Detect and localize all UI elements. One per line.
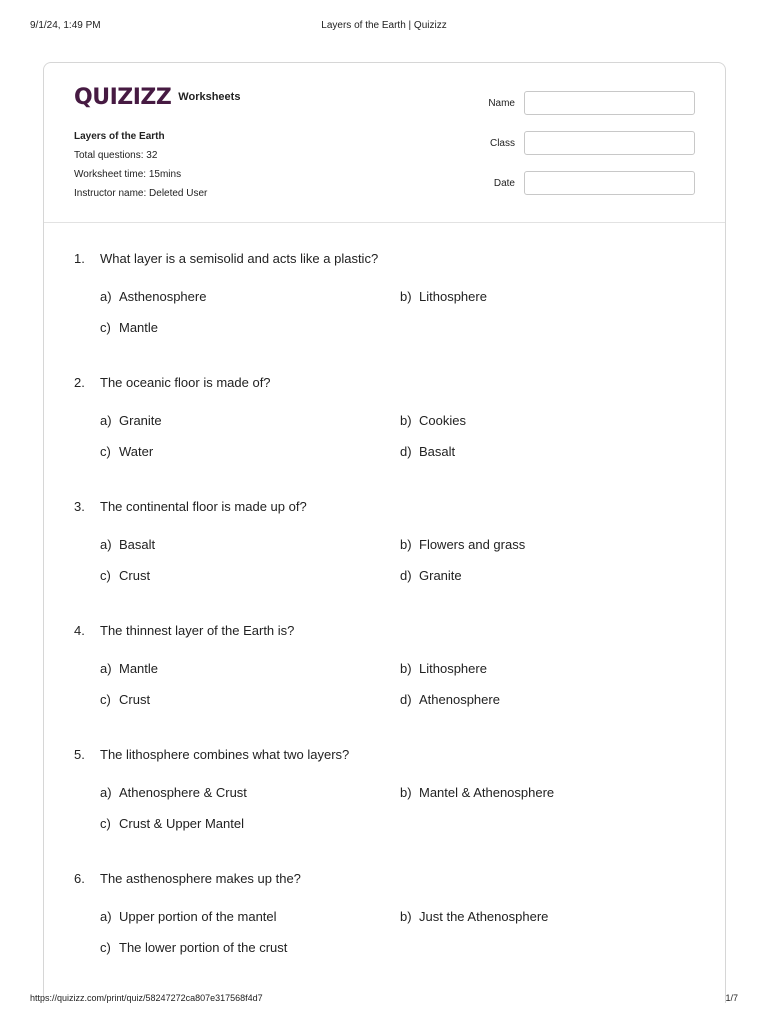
- answer-option: [100, 537, 155, 552]
- question-text: The asthenosphere makes up the?: [100, 871, 301, 886]
- answer-option: [100, 320, 158, 335]
- option-letter: d): [400, 444, 412, 459]
- option-letter: c): [100, 444, 111, 459]
- quizizz-logo: [74, 85, 240, 110]
- option-letter: b): [400, 413, 412, 428]
- answer-option: [400, 661, 487, 676]
- student-fields: [488, 91, 695, 211]
- answer-option: [400, 568, 462, 583]
- answer-option: [100, 413, 162, 428]
- question-6: [74, 871, 694, 971]
- option-text: Mantle: [119, 320, 159, 335]
- question-text: The oceanic floor is made of?: [100, 375, 271, 390]
- question-stem: [74, 499, 307, 514]
- question-1: [74, 251, 694, 351]
- brand-logo-text: QUIZIZZ: [74, 85, 172, 110]
- option-letter: b): [400, 661, 412, 676]
- question-number: 5.: [74, 747, 85, 762]
- option-letter: a): [100, 909, 112, 924]
- option-letter: c): [100, 568, 111, 583]
- option-text: Crust & Upper Mantel: [119, 816, 244, 831]
- option-text: Basalt: [419, 444, 456, 459]
- option-text: Athenosphere & Crust: [119, 785, 247, 800]
- option-letter: c): [100, 692, 111, 707]
- answer-option: [100, 661, 158, 676]
- print-url: https://quizizz.com/print/quiz/58247272ca807e317568f4d7: [30, 993, 263, 1003]
- option-letter: c): [100, 940, 111, 955]
- worksheet-header: [44, 63, 725, 223]
- worksheet-time: Worksheet time: 15mins: [74, 169, 182, 180]
- option-text: Lithosphere: [419, 661, 487, 676]
- option-letter: a): [100, 785, 112, 800]
- option-letter: b): [400, 289, 412, 304]
- question-stem: [74, 375, 271, 390]
- name-label: Name: [488, 97, 515, 109]
- date-label: Date: [493, 177, 515, 189]
- class-input[interactable]: [524, 131, 695, 155]
- option-letter: b): [400, 537, 412, 552]
- class-label: Class: [489, 137, 515, 149]
- name-input[interactable]: [524, 91, 695, 115]
- answer-option: [100, 785, 247, 800]
- option-letter: d): [400, 692, 412, 707]
- question-number: 3.: [74, 499, 85, 514]
- quiz-title: Layers of the Earth: [74, 131, 165, 142]
- answer-option: [100, 692, 150, 707]
- question-number: 4.: [74, 623, 85, 638]
- option-text: Flowers and grass: [419, 537, 526, 552]
- question-text: The thinnest layer of the Earth is?: [100, 623, 295, 638]
- answer-option: [400, 537, 525, 552]
- answer-option: [100, 940, 287, 955]
- page-number: 1/7: [725, 993, 738, 1003]
- date-field-row: [488, 171, 695, 195]
- brand-subtitle: Worksheets: [178, 91, 241, 103]
- answer-option: [100, 289, 206, 304]
- question-4: [74, 623, 694, 723]
- answer-option: [100, 568, 150, 583]
- print-footer: [0, 993, 768, 1007]
- option-text: Water: [119, 444, 154, 459]
- answer-option: [400, 692, 500, 707]
- print-date: 9/1/24, 1:49 PM: [30, 20, 101, 31]
- answer-option: [100, 816, 244, 831]
- question-number: 1.: [74, 251, 85, 266]
- answer-option: [400, 909, 548, 924]
- option-letter: a): [100, 413, 112, 428]
- question-stem: [74, 871, 301, 886]
- option-letter: b): [400, 909, 412, 924]
- worksheet: [43, 62, 726, 1003]
- option-text: Upper portion of the mantel: [119, 909, 277, 924]
- option-text: The lower portion of the crust: [119, 940, 288, 955]
- option-letter: c): [100, 320, 111, 335]
- option-text: Basalt: [119, 537, 156, 552]
- option-text: Mantel & Athenosphere: [419, 785, 555, 800]
- option-text: Cookies: [419, 413, 466, 428]
- question-5: [74, 747, 694, 847]
- option-text: Mantle: [119, 661, 159, 676]
- answer-option: [400, 289, 487, 304]
- option-text: Athenosphere: [419, 692, 500, 707]
- option-text: Granite: [419, 568, 462, 583]
- question-stem: [74, 623, 294, 638]
- option-letter: d): [400, 568, 412, 583]
- question-stem: [74, 251, 378, 266]
- option-text: Lithosphere: [419, 289, 487, 304]
- question-text: What layer is a semisolid and acts like a plastic?: [100, 251, 379, 266]
- option-letter: c): [100, 816, 111, 831]
- worksheet-meta: [74, 127, 207, 203]
- option-text: Crust: [119, 692, 151, 707]
- answer-option: [100, 909, 277, 924]
- answer-option: [400, 444, 455, 459]
- question-3: [74, 499, 694, 599]
- answer-option: [400, 413, 466, 428]
- option-letter: a): [100, 289, 112, 304]
- print-title: Layers of the Earth | Quizizz: [321, 20, 447, 31]
- question-2: [74, 375, 694, 475]
- print-header: [0, 20, 768, 34]
- class-field-row: [488, 131, 695, 155]
- date-input[interactable]: [524, 171, 695, 195]
- option-text: Asthenosphere: [119, 289, 207, 304]
- question-number: 6.: [74, 871, 85, 886]
- option-letter: b): [400, 785, 412, 800]
- question-text: The continental floor is made up of?: [100, 499, 307, 514]
- option-letter: a): [100, 537, 112, 552]
- question-number: 2.: [74, 375, 85, 390]
- option-letter: a): [100, 661, 112, 676]
- instructor-name: Instructor name: Deleted User: [74, 188, 208, 199]
- option-text: Granite: [119, 413, 162, 428]
- total-questions: Total questions: 32: [74, 150, 158, 161]
- option-text: Just the Athenosphere: [419, 909, 549, 924]
- answer-option: [100, 444, 153, 459]
- question-text: The lithosphere combines what two layers?: [100, 747, 350, 762]
- option-text: Crust: [119, 568, 151, 583]
- answer-option: [400, 785, 554, 800]
- name-field-row: [488, 91, 695, 115]
- question-stem: [74, 747, 349, 762]
